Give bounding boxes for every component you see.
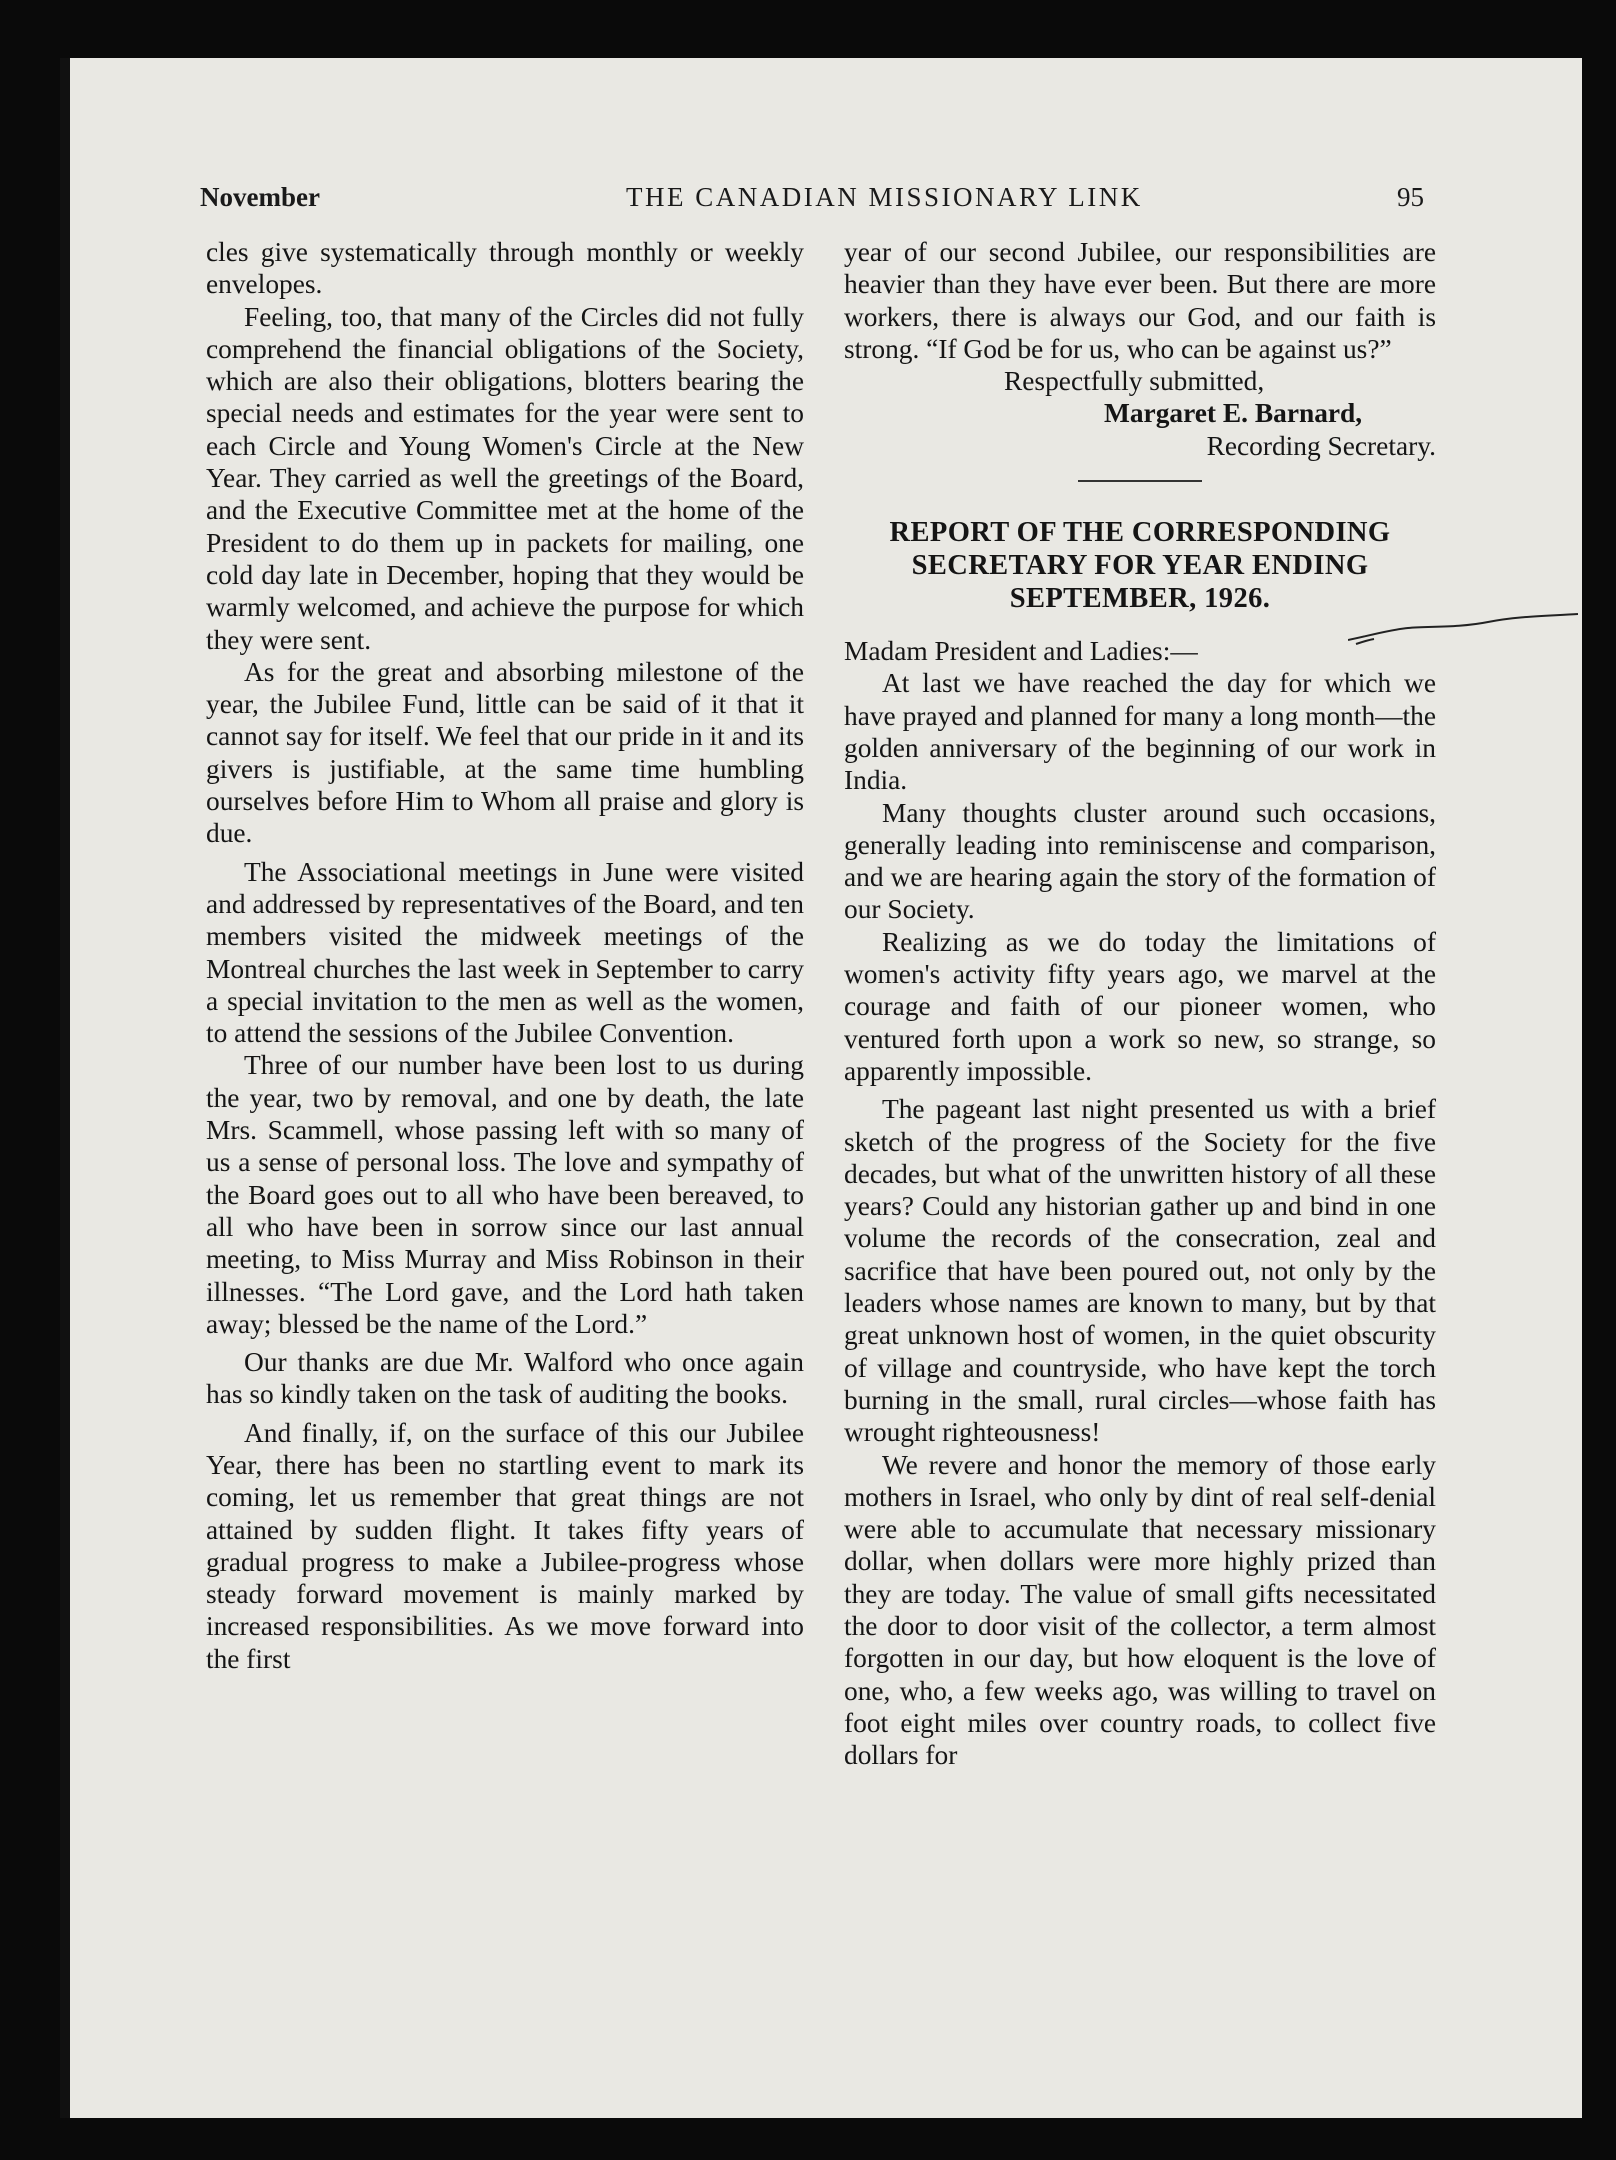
binding-edge <box>60 58 70 2118</box>
salutation: Madam President and Ladies:— <box>844 636 1198 667</box>
section-divider <box>1078 480 1202 482</box>
paragraph: Feeling, too, that many of the Circles did not fully comprehend the financial obligations of the Society, which are also their obligations, blotters bearing the special needs and estimates for the year were sent to each Circle and Young Women's Circle at the New Year. They carried as well the greetings of the Board, and the Executive Committee met at the home of the President to do them up in packets for mailing, one cold day late in December, hoping that they would be warmly welcomed, and achieve the purpose for which they were sent. <box>206 301 804 655</box>
header-title: THE CANADIAN MISSIONARY LINK <box>626 182 1143 212</box>
header-month: November <box>200 182 320 212</box>
paragraph: Three of our number have been lost to us during the year, two by removal, and one by death, the late Mrs. Scammell, whose passing left with so many of us a sense of personal loss. The love and sympathy of the Board goes out to all who have been bereaved, to all who have been in sorrow since our last annual meeting, to Miss Murray and Miss Robinson in their illnesses. “The Lord gave, and the Lord hath taken away; blessed be the name of the Lord.” <box>206 1050 804 1339</box>
signature-title: Recording Secretary. <box>1206 430 1436 461</box>
paragraph: cles give systematically through monthly or weekly envelopes. <box>206 237 804 300</box>
pen-stroke-mark <box>1348 610 1578 670</box>
heading-line: SEPTEMBER, 1926. <box>1009 583 1271 615</box>
paragraph: At last we have reached the day for which we have prayed and planned for many a long month—the golden anniversary of the beginning of our work in India. <box>844 668 1436 796</box>
paragraph: Our thanks are due Mr. Walford who once again has so kindly taken on the task of auditing the books. <box>206 1347 804 1410</box>
page-number: 95 <box>1397 182 1424 212</box>
paragraph: And finally, if, on the surface of this our Jubilee Year, there has been no startling event to mark its coming, let us remember that great things are not attained by sudden flight. It takes fifty years of gradual progress to make a Jubilee-progress whose steady forward movement is mainly marked by increased responsibilities. As we move forward into the first <box>206 1417 804 1674</box>
paragraph: Realizing as we do today the limitations of women's activity fifty years ago, we marvel at the courage and faith of our pioneer women, who ventured forth upon a work so new, so strange, so apparently impossible. <box>844 926 1436 1086</box>
paragraph: As for the great and absorbing milestone of the year, the Jubilee Fund, little can be said of it that it cannot say for itself. We feel that our pride in it and its givers is justifiable, at the same time humbling ourselves before Him to Whom all praise and glory is due. <box>206 656 804 849</box>
left-column <box>206 236 804 1675</box>
report-heading <box>844 516 1436 615</box>
heading-line: REPORT OF THE CORRESPONDING <box>889 517 1391 549</box>
paragraph: Many thoughts cluster around such occasions, generally leading into reminiscense and comparison, and we are hearing again the story of the formation of our Society. <box>844 797 1436 925</box>
paragraph: The pageant last night presented us with a brief sketch of the progress of the Society for the five decades, but what of the unwritten history of all these years? Could any historian gather up and bind in one volume the records of the consecration, zeal and sacrifice that have been poured out, not only by the leaders whose names are known to many, but by that great unknown host of women, in the quiet obscurity of village and countryside, who have kept the torch burning in the small, rural circles—whose faith has wrought righteousness! <box>844 1094 1436 1448</box>
heading-line: SECRETARY FOR YEAR ENDING <box>911 550 1369 582</box>
running-header <box>140 182 1440 222</box>
paragraph: year of our second Jubilee, our responsibilities are heavier than they have ever been. But there are more workers, there is always our God, and our faith is strong. “If God be for us, who can be against us?” <box>844 237 1436 364</box>
closing-line: Respectfully submitted, <box>1004 366 1265 397</box>
signature-name: Margaret E. Barnard, <box>1104 398 1363 429</box>
paragraph: We revere and honor the memory of those early mothers in Israel, who only by dint of real self-denial were able to accumulate that necessary missionary dollar, when dollars were more highly prized than they are today. The value of small gifts necessitated the door to door visit of the collector, a term almost forgotten in our day, but how eloquent is the love of one, who, a few weeks ago, was willing to travel on foot eight miles over country roads, to collect five dollars for <box>844 1449 1436 1771</box>
paragraph: The Associational meetings in June were visited and addressed by representatives of the Board, and ten members visited the midweek meetings of the Montreal churches the last week in September to carry a special invitation to the men as well as the women, to attend the sessions of the Jubilee Convention. <box>206 856 804 1049</box>
right-column <box>844 236 1436 1771</box>
